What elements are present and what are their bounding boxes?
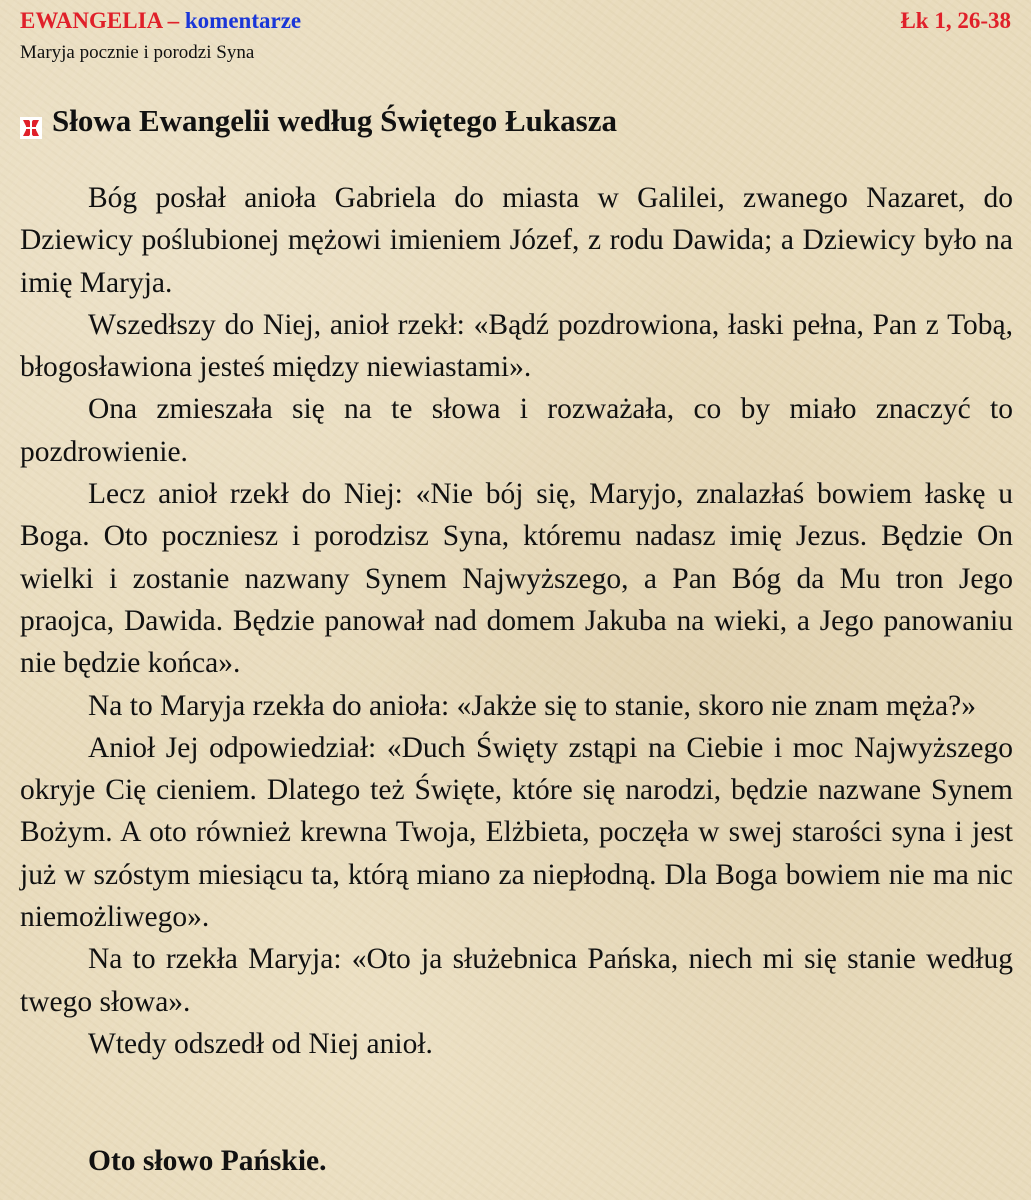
paragraph: Bóg posłał anioła Gabriela do miasta w Galilei, zwanego Nazaret, do Dziewicy poślubionej mężowi imieniem Józef, z rodu Dawida; a Dziewicy było na imię Maryja.	[20, 182, 1013, 299]
paragraph: Na to Maryja rzekła do anioła: «Jakże się to stanie, skoro nie znam męża?»	[88, 689, 976, 722]
title-sub: komentarze	[184, 8, 302, 33]
closing-acclamation: Oto słowo Pańskie.	[88, 1145, 327, 1177]
page-subtitle: Maryja pocznie i porodzi Syna	[20, 42, 255, 63]
paragraph: Ona zmieszała się na te słowa i rozważała, co by miało znaczyć to pozdrowienie.	[20, 393, 1013, 468]
page-header	[20, 8, 1011, 68]
title-separator: –	[161, 8, 185, 33]
gospel-text	[20, 177, 1013, 1065]
section-title	[20, 8, 301, 34]
scripture-reference: Łk 1, 26-38	[900, 8, 1011, 33]
title-main: EWANGELIA	[20, 8, 162, 33]
paragraph: Lecz anioł rzekł do Niej: «Nie bój się, Maryjo, znalazłaś bowiem łaskę u Boga. Oto poczniesz i porodzisz Syna, któremu nadasz imię Jezus. Będzie On wielki i zostanie nazwany Synem Najwyższego, a Pan Bóg da Mu tron Jego praojca, Dawida. Będzie panował nad domem Jakuba na wieki, a Jego panowaniu nie będzie końca».	[20, 478, 1013, 680]
paragraph: Anioł Jej odpowiedział: «Duch Święty zstąpi na Ciebie i moc Najwyższego okryje Cię cieniem. Dlatego też Święte, które się narodzi, będzie nazwane Synem Bożym. A oto również krewna Twoja, Elżbieta, poczęła w swej starości syna i jest już w szóstym miesiącu ta, którą miano za niepłodną. Dla Boga bowiem nie ma nic niemożliwego».	[20, 731, 1013, 934]
gospel-heading-text: Słowa Ewangelii według Świętego Łukasza	[52, 103, 617, 138]
paragraph: Wszedłszy do Niej, anioł rzekł: «Bądź pozdrowiona, łaski pełna, Pan z Tobą, błogosławiona jesteś między niewiastami».	[20, 308, 1013, 384]
gospel-heading	[20, 103, 617, 139]
cross-icon	[20, 111, 42, 133]
paragraph: Na to rzekła Maryja: «Oto ja służebnica Pańska, niech mi się stanie według twego słowa».	[20, 943, 1013, 1018]
paragraph: Wtedy odszedł od Niej anioł.	[88, 1027, 433, 1060]
